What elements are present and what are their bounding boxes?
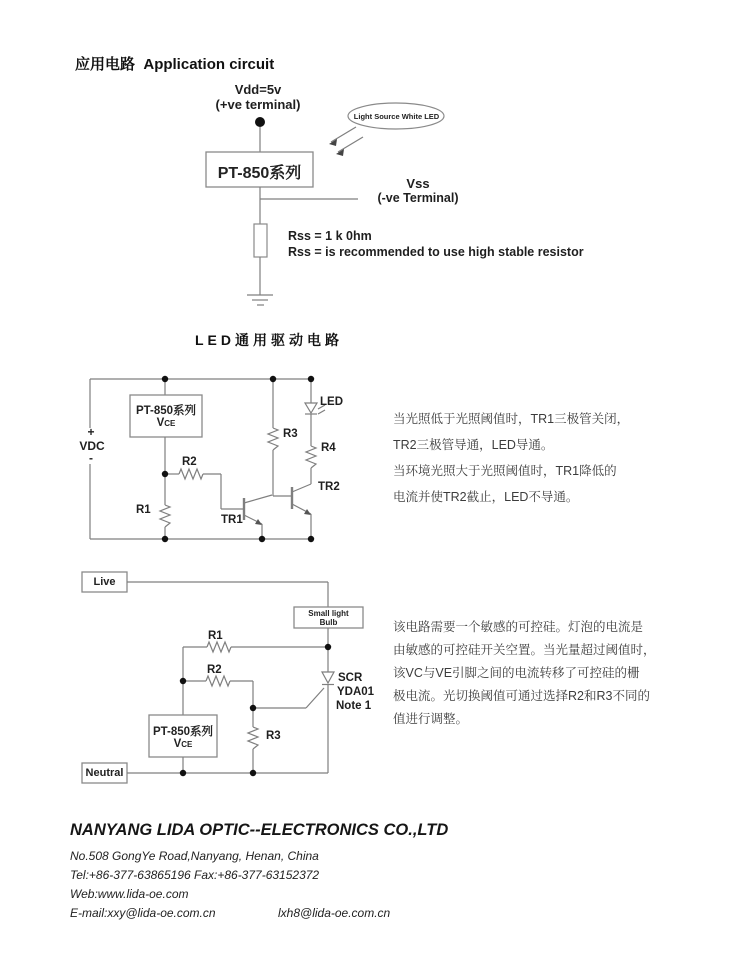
vss-label: Vss (406, 176, 430, 191)
rss-value-label: Rss = 1 k 0hm (288, 229, 372, 243)
led-driver-description-line: 当光照低于光照阈值时，TR1三极管关闭， (393, 412, 630, 426)
led-driver-heading: LED通用驱动电路 (195, 332, 343, 348)
tr1-label: TR1 (221, 514, 243, 526)
vdc-minus-label: - (89, 451, 93, 465)
vss-sub-label: (-ve Terminal) (377, 191, 459, 205)
vdd-label: Vdd=5v (234, 82, 282, 97)
circuit3-schematic (82, 572, 363, 783)
vce-sub: CE (164, 419, 176, 428)
company-web: Web:www.lida-oe.com (70, 887, 189, 901)
scr-icon (322, 672, 334, 773)
r3-label: R3 (266, 730, 281, 742)
light-source-label: Light Source White LED (353, 112, 440, 121)
r4-label: R4 (321, 442, 336, 454)
vdc-label: VDC (79, 439, 105, 453)
r1-label: R1 (136, 504, 151, 516)
transistor-tr2-icon (292, 484, 311, 539)
sensor-box-vce-label (130, 417, 202, 429)
led-label: LED (320, 396, 343, 408)
transistor-tr1-icon (244, 495, 272, 539)
scr-note-label: Note 1 (336, 700, 372, 712)
resistor-r3 (268, 379, 278, 496)
light-arrows-icon (329, 127, 363, 156)
rss-note-label: Rss = is recommended to use high stable resistor (288, 245, 584, 259)
vce-sub: CE (181, 740, 193, 749)
company-name: NANYANG LIDA OPTIC--ELECTRONICS CO.,LTD (70, 821, 449, 839)
positive-terminal-dot (255, 117, 265, 127)
resistor-r1 (160, 474, 170, 539)
bulb-label-line1: Small light (308, 609, 349, 618)
vdc-plus-label: + (87, 425, 95, 439)
sensor-box-label: PT-850系列 (152, 726, 214, 738)
tr2-label: TR2 (318, 481, 340, 493)
scr-label: SCR (338, 672, 363, 684)
resistor-rss (254, 224, 267, 257)
scr-model-label: YDA01 (337, 686, 375, 698)
bulb-label-line2: Bulb (319, 618, 338, 627)
r2-label: R2 (207, 664, 222, 676)
live-label: Live (93, 576, 116, 588)
scr-description-line: 该VC与VE引脚之间的电流转移了可控硅的栅 (393, 666, 640, 680)
r3-label: R3 (283, 428, 298, 440)
scr-description-line: 值进行调整。 (393, 712, 469, 726)
neutral-label: Neutral (85, 767, 124, 779)
page-title (75, 53, 274, 74)
resistor-r2 (183, 676, 253, 708)
resistor-r4 (306, 446, 316, 484)
sensor-box-label: PT-850系列 (217, 165, 302, 182)
led-driver-description-line: 电流并使TR2截止，LED不导通。 (393, 490, 579, 504)
resistor-r3 (248, 708, 258, 773)
resistor-r2 (165, 469, 243, 509)
scr-description-line: 由敏感的可控硅开关空置。当光量超过阈值时， (393, 643, 656, 657)
company-address: No.508 GongYe Road,Nanyang, Henan, China (70, 849, 319, 863)
vdd-sub-label: (+ve terminal) (215, 97, 301, 112)
led-driver-description-line: TR2三极管导通，LED导通。 (393, 438, 554, 452)
sensor-box-label: PT-850系列 (135, 405, 197, 417)
vce-v: V (156, 417, 165, 429)
r2-label: R2 (182, 456, 197, 468)
scr-description-line: 该电路需要一个敏感的可控硅。灯泡的电流是 (393, 620, 644, 634)
page-title-en: Application circuit (143, 56, 275, 73)
ground-icon (247, 295, 273, 305)
vce-v: V (173, 738, 182, 750)
led-icon (305, 379, 325, 446)
led-driver-description-line: 当环境光照大于光照阈值时，TR1降低的 (393, 464, 617, 478)
r1-label: R1 (208, 630, 223, 642)
company-email2: lxh8@lida-oe.com.cn (278, 906, 391, 920)
company-email1: E-mail:xxy@lida-oe.com.cn (70, 906, 216, 920)
circuit2-schematic (90, 376, 325, 542)
resistor-r1 (183, 642, 328, 652)
sensor-box-vce-label (149, 738, 217, 750)
page-title-zh: 应用电路 (75, 56, 136, 73)
scr-description-line: 极电流。光切换阈值可通过选择R2和R3不同的 (393, 689, 650, 703)
company-tel-fax: Tel:+86-377-63865196 Fax:+86-377-63152372 (70, 868, 320, 882)
